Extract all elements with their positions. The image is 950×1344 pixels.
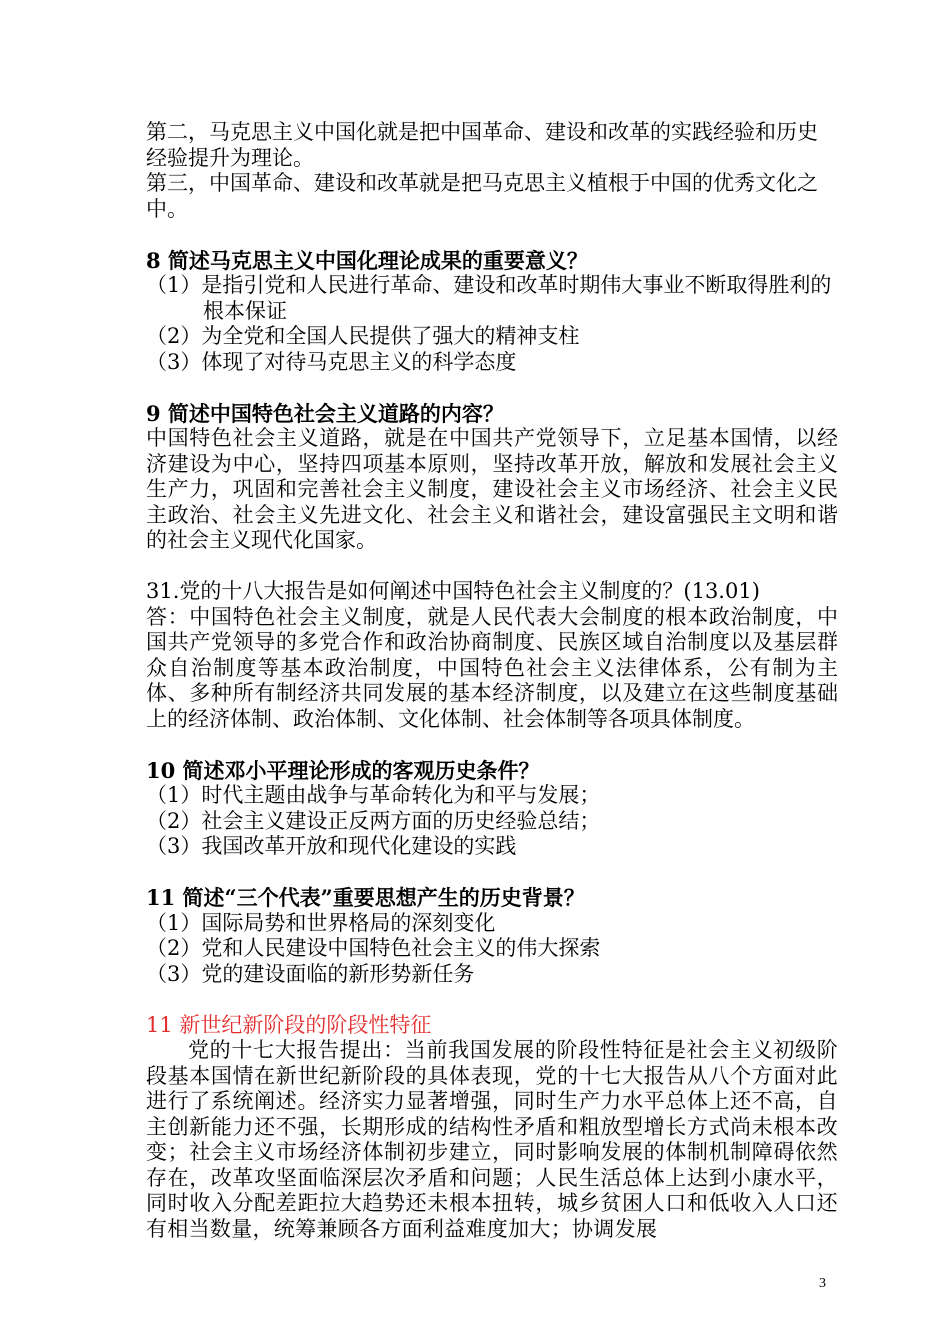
question-10-title: 10 简述邓小平理论形成的客观历史条件？ <box>146 757 540 783</box>
question-9-title: 9 简述中国特色社会主义道路的内容？ <box>146 400 504 426</box>
question-10-item: （2）社会主义建设正反两方面的历史经验总结； <box>146 808 601 833</box>
spacer <box>146 222 838 248</box>
question-11-item: （1）国际局势和世界格局的深刻变化 <box>146 910 496 935</box>
spacer <box>146 375 838 401</box>
intro-paragraph-2: 第二，马克思主义中国化就是把中国革命、建设和改革的实践经验和历史经验提升为理论。 <box>146 120 818 170</box>
question-8-item: （3）体现了对待马克思主义的科学态度 <box>146 349 517 374</box>
question-11-item: （2）党和人民建设中国特色社会主义的伟大探索 <box>146 936 601 960</box>
spacer <box>146 860 838 886</box>
question-10-item: （3）我国改革开放和现代化建设的实践 <box>146 834 517 858</box>
question-11-item: （3）党的建设面临的新形势新任务 <box>146 961 475 986</box>
question-31-answer: 答：中国特色社会主义制度，就是人民代表大会制度的根本政治制度，中国共产党领导的多党合作和政治协商制度、民族区域自治制度以及基层群众自治制度等基本政治制度，中国特色社会主义法律体系，公有制为主体、多种所有制经济共同发展的基本经济制度，以及建立在这些制度基础上的经济体制、政治体制、文化体制、社会体制等各项具体制度。 <box>146 604 838 731</box>
spacer <box>146 732 838 758</box>
question-31-title: 31.党的十八大报告是如何阐述中国特色社会主义制度的？(13.01) <box>146 579 760 603</box>
question-9-answer: 中国特色社会主义道路，就是在中国共产党领导下，立足基本国情，以经济建设为中心，坚持四项基本原则，坚持改革开放，解放和发展社会主义生产力，巩固和完善社会主义制度，建设社会主义市场经济、社会主义民主政治、社会主义先进文化、社会主义和谐社会，建设富强民主文明和谐的社会主义现代化国家。 <box>146 426 838 552</box>
question-8-item: （1）是指引党和人民进行革命、建设和改革时期伟大事业不断取得胜利的根本保证 <box>146 273 832 323</box>
page-content <box>146 120 838 1242</box>
section-heading-red: 11 新世纪新阶段的阶段性特征 <box>146 1012 432 1037</box>
intro-paragraph-3: 第三，中国革命、建设和改革就是把马克思主义植根于中国的优秀文化之中。 <box>146 171 818 221</box>
page-number: 3 <box>819 1276 826 1291</box>
question-8-item: （2）为全党和全国人民提供了强大的精神支柱 <box>146 324 580 348</box>
spacer <box>146 987 838 1013</box>
section-paragraph: 党的十七大报告提出：当前我国发展的阶段性特征是社会主义初级阶段基本国情在新世纪新阶段的具体表现，党的十七大报告从八个方面对此进行了系统阐述。经济实力显著增强，同时生产力水平总体上还不高，自主创新能力还不强，长期形成的结构性矛盾和粗放型增长方式尚未根本改变；社会主义市场经济体制初步建立，同时影响发展的体制机制障碍依然存在，改革攻坚面临深层次矛盾和问题；人民生活总体上达到小康水平，同时收入分配差距拉大趋势还未根本扭转，城乡贫困人口和低收入人口还有相当数量，统筹兼顾各方面利益难度加大；协调发展 <box>146 1038 838 1241</box>
question-8-title: 8 简述马克思主义中国化理论成果的重要意义？ <box>146 247 588 273</box>
spacer <box>146 554 838 580</box>
question-10-item: （1）时代主题由战争与革命转化为和平与发展； <box>146 783 601 807</box>
question-11-title: 11 简述“三个代表”重要思想产生的历史背景？ <box>146 885 585 910</box>
